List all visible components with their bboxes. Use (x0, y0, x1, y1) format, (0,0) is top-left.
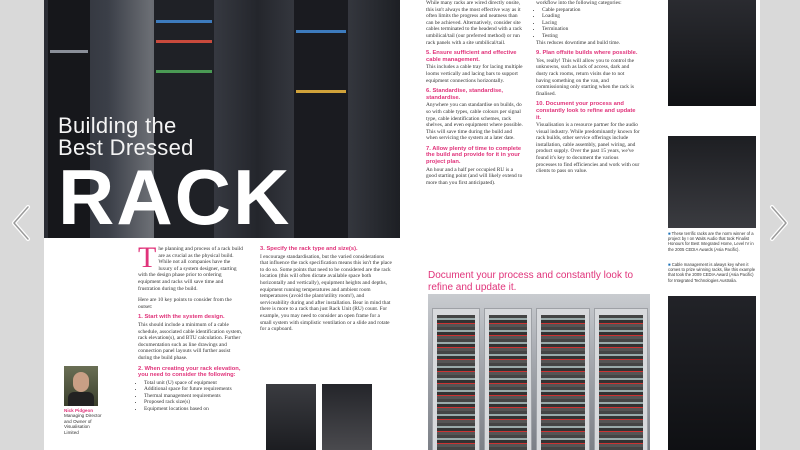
dropcap: T (138, 241, 157, 274)
step-10-title: 10. Document your process and constantly look to refine and update it. (536, 101, 636, 121)
step-1-title: 1. Start with the system design. (138, 314, 225, 321)
far-right-page (660, 0, 760, 450)
previous-page-button[interactable] (8, 203, 38, 243)
top-col-text: While many racks are wired directly onsite, this isn't always the most effective way as it often limits the progress and neatness than can be achieved. Alternatively, consider site cables terminated to the headend with a rack umbilical/tail (our preferred method) or run rack panels with a site umbilical/tail. (426, 0, 522, 46)
workflow-tail: This reduces downtime and build time. (536, 39, 621, 46)
pull-quote: Document your process and constantly look to refine and update it. (428, 270, 634, 293)
list-item: • Equipment locations based on (144, 406, 244, 413)
chevron-right-icon (762, 203, 792, 243)
chevron-left-icon (8, 203, 38, 243)
caption-1-rest: winner of a project by I on Waits Audio that took Finalist Honours for Best Integrated Home, Level IV in the 2005 CEDIA Awards (Asia Pacific). (668, 231, 754, 252)
author-role: Managing Director and Owner of Visualisation Limited (64, 413, 102, 435)
rack-photo-1 (266, 384, 316, 450)
next-page-button[interactable] (762, 203, 792, 243)
right-page (400, 0, 660, 450)
step-9-body: Yes, really! This will allow you to control the unknowns, such as lack of access, dark and dusty rack rooms, return visits due to not having something on the van, and commissioning only starting when the rack is finalised. (536, 57, 635, 97)
step-3-title: 3. Specify the rack type and size(s). (260, 246, 358, 252)
left-page (44, 0, 400, 450)
rack-photo-4 (668, 136, 756, 228)
list-item: • Total unit (U) space of equipment (144, 380, 244, 387)
rack-photo-5 (668, 296, 756, 450)
step-6-title: 6. Standardise, standardise, standardise. (426, 88, 503, 101)
step-2-title: 2. When creating your rack elevation, you need to consider the following: (138, 365, 241, 379)
caption-2-lead: Cable management is always (671, 262, 727, 267)
title-line1: Building the (58, 113, 177, 138)
column-4 (536, 0, 640, 175)
column-1 (138, 241, 244, 413)
step-6-body: Anywhere you can standardise on builds, do so with cable types, cable colours per signal type, cable identification schemes, rack shelves, and even equipment where possible. This will save time during the build and when servicing the system at a later date. (426, 102, 523, 142)
workflow-lead: workflow into the following categories: (536, 0, 622, 6)
list-item: • Testing (542, 33, 640, 40)
list-item: • Proposed rack size(s) (144, 399, 244, 406)
step-1-body: This should include a minimum of a cable schedule, associated cable identification system, rack elevation(s), and BTU calculation. Further documentation such as line drawings and connection panel layouts will further assist during the build phase. (138, 321, 243, 361)
step-10-body: Visualisation is a resource partner for the audio visual industry. While predominantly known for rack builds, other service offerings include installation, cable assembly, panel wiring, and product supply. Over the past 15 years, we've found it's key to document the various processes to find efficiencies and work with our clients to pass on value. (536, 122, 640, 175)
caption-1: ■ These terrific racks are the norm winner of a project by I on Waits Audio that took Finalist Honours for Best Integrated Home, Level IV in the 2005 CEDIA Awards (Asia Pacific). (668, 231, 754, 252)
step-7-body: An hour and a half per occupied RU is a good starting point (and will likely extend to more than you first anticipated). (426, 166, 523, 186)
title-line2: Best Dressed (58, 135, 194, 160)
caption-2: ■ Cable management is always key when it comes to prize winning racks, like this example that took the 2009 CEDIA Award (Asia Pacific) for Integrated Technologies Australia. (668, 262, 756, 283)
list-item: • Cable preparation (542, 7, 640, 14)
intro-paragraph (138, 241, 244, 292)
step-5-body: This includes a cable tray for lacing multiple looms vertically and lacing bars to support equipment connections horizontally. (426, 64, 523, 84)
column-2 (260, 246, 392, 333)
intro-text: he planning and process of a rack build are as crucial as the physical build. While not all companies have the luxury of a system designer, starting with the design phase prior to ordering equipment and racks will save time and frustration during the build. (138, 246, 243, 292)
step-2-bullets (138, 380, 244, 413)
list-item: • Loading (542, 13, 640, 20)
author-photo (64, 366, 98, 406)
step-9-title: 9. Plan offsite builds where possible. (536, 50, 638, 57)
column-3 (426, 0, 524, 186)
rack-photo-3 (668, 0, 756, 106)
list-item: • Thermal management requirements (144, 393, 244, 400)
step-3-body: I encourage standardisation, but the varied considerations that influence the rack specification means this isn't the place to do so. Some points that need to be considered are the rack location (this will often dictate available space both horizontally and vertically), equipment heights and depths, equipment running temperatures and ambient room temperatures (avoid the plant/utility room!), and serviceability during and after installation. Bear in mind that there is more to a rack than just Rack Unit (RU) count. For example, you may need to consider an open frame for a small system with simplistic ventilation or a slide and rotate for a cupboard. (260, 253, 392, 333)
caption-1-lead: These terrific racks are the norm (671, 231, 732, 236)
rack-room-photo (428, 294, 650, 450)
key-points-intro: Here are 10 key points to consider from the outset: (138, 297, 232, 310)
step-7-title: 7. Allow plenty of time to complete the build and provide for it in your project plan. (426, 145, 522, 166)
list-item: • Additional space for future requirements (144, 386, 244, 393)
author-byline (64, 408, 104, 435)
workflow-bullets (536, 7, 640, 40)
rack-photo-2 (322, 384, 372, 450)
list-item: • Lacing (542, 20, 640, 27)
title-big: RACK (58, 153, 292, 241)
author-name: Nick Pidgeon (64, 408, 94, 413)
caption-2-rest: key when it comes to prize winning racks, like this example that took the 2009 CEDIA Award (Asia Pacific) for Integrated Technologies Australia. (668, 262, 756, 283)
step-5-title: 5. Ensure sufficient and effective cable management. (426, 50, 517, 63)
list-item: • Termination (542, 26, 640, 33)
hero-photo (44, 0, 400, 241)
